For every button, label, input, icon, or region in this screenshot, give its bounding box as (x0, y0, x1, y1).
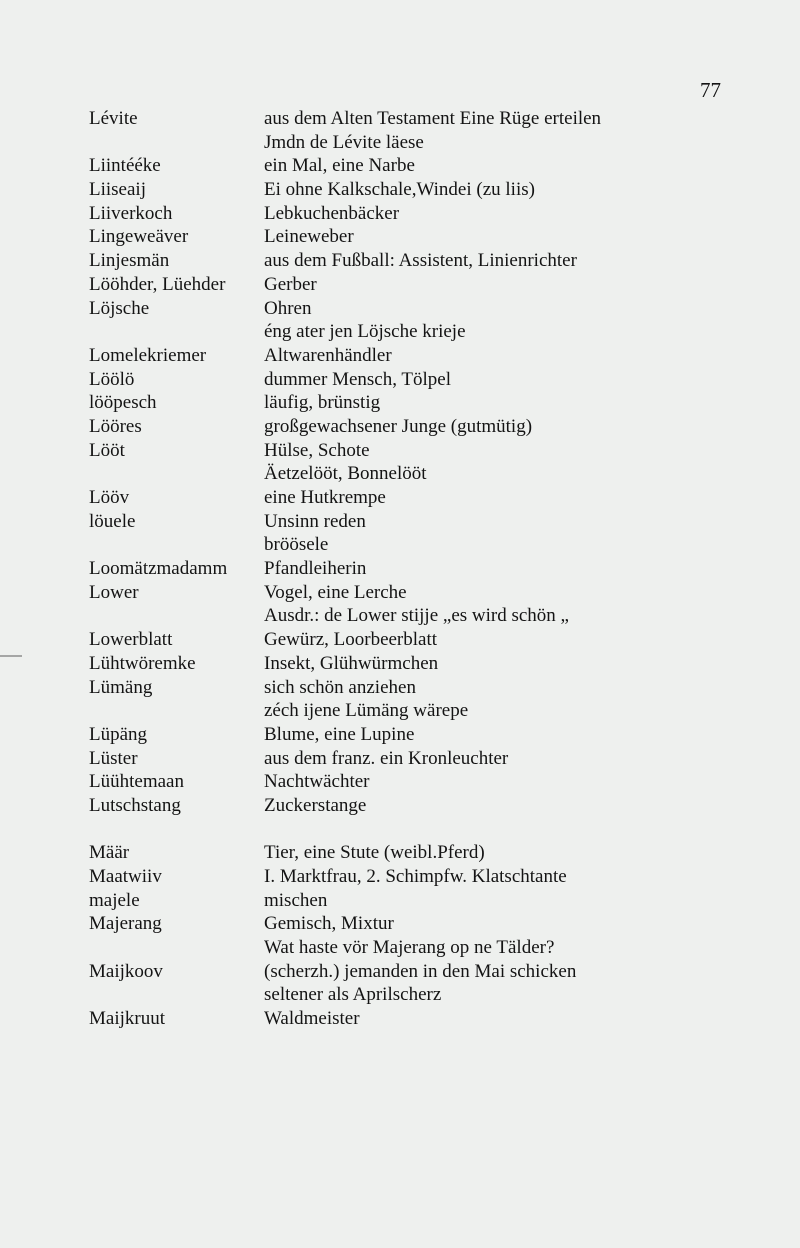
glossary-entry (89, 391, 779, 415)
entry-term: majele (89, 889, 140, 911)
entry-term: Liiseaij (89, 179, 146, 201)
entry-term: Määr (89, 842, 130, 864)
entry-definition: Leineweber (264, 226, 354, 248)
entry-definition: I. Marktfrau, 2. Schimpfw. Klatschtante (264, 866, 567, 888)
glossary-entry (89, 604, 779, 628)
entry-term: Lüpäng (89, 723, 148, 745)
entry-definition: ein Mal, eine Narbe (264, 155, 415, 177)
glossary-entry (89, 510, 779, 534)
glossary-entry (89, 818, 779, 865)
margin-mark (0, 655, 22, 657)
glossary-entry (89, 699, 779, 723)
entry-definition: mischen (264, 889, 328, 911)
entry-definition: seltener als Aprilscherz (264, 984, 442, 1006)
entry-term: Lingeweäver (89, 226, 189, 248)
entry-definition: läufig, brünstig (264, 392, 381, 414)
glossary-entry (89, 770, 779, 794)
entry-definition: sich schön anziehen (264, 676, 416, 698)
glossary-entry (89, 557, 779, 581)
entry-definition: Ausdr.: de Lower stijje „es wird schön „ (264, 605, 569, 627)
glossary-entry (89, 723, 779, 747)
entry-term: Löjsche (89, 297, 150, 319)
entry-definition: (scherzh.) jemanden in den Mai schicken (264, 960, 577, 982)
glossary-entry (89, 249, 779, 273)
glossary-entry (89, 889, 779, 913)
entry-term: Lüühtemaan (89, 771, 184, 793)
entry-term: Lööt (89, 439, 125, 461)
entry-definition: aus dem Alten Testament Eine Rüge erteilen (264, 108, 602, 129)
entry-definition: Vogel, eine Lerche (264, 581, 407, 603)
entry-definition: bröösele (264, 534, 329, 556)
glossary-entry (89, 415, 779, 439)
glossary-entry (89, 747, 779, 771)
glossary-entry (89, 439, 779, 463)
glossary-entry (89, 154, 779, 178)
glossary-entry (89, 865, 779, 889)
entry-term: Lévite (89, 108, 138, 129)
glossary-entry (89, 202, 779, 226)
entry-term: Lühtwöremke (89, 652, 196, 674)
glossary-entry (89, 368, 779, 392)
entry-definition: Waldmeister (264, 1008, 360, 1030)
glossary-entry (89, 344, 779, 368)
entry-definition: Tier, eine Stute (weibl.Pferd) (264, 842, 485, 864)
entry-definition: Insekt, Glühwürmchen (264, 652, 439, 674)
entry-definition: Blume, eine Lupine (264, 723, 415, 745)
glossary-entry (89, 225, 779, 249)
entry-term: Lööv (89, 487, 130, 508)
entry-term: Löölö (89, 368, 135, 390)
glossary-entry (89, 936, 779, 960)
entry-definition: éng ater jen Löjsche krieje (264, 321, 466, 343)
entry-definition: dummer Mensch, Tölpel (264, 368, 451, 390)
entry-definition: Lebkuchenbäcker (264, 202, 400, 224)
glossary-entry (89, 273, 779, 297)
entry-definition: Jmdn de Lévite läese (264, 131, 424, 153)
glossary-entry (89, 178, 779, 202)
entry-definition: großgewachsener Junge (gutmütig) (264, 415, 533, 437)
glossary-entry (89, 131, 779, 155)
glossary-entry (89, 794, 779, 818)
entry-term: Lutschstang (89, 794, 181, 816)
glossary-entry (89, 912, 779, 936)
glossary-entry (89, 652, 779, 676)
entry-term: Lower (89, 581, 139, 603)
entry-definition: Pfandleiherin (264, 558, 367, 580)
entry-definition: Ohren (264, 297, 312, 319)
entry-definition: zéch ijene Lümäng wärepe (264, 700, 469, 722)
glossary-entry (89, 628, 779, 652)
glossary-entry (89, 533, 779, 557)
entry-term: Liiverkoch (89, 202, 173, 224)
entry-term: löuele (89, 510, 136, 532)
entry-definition: Gewürz, Loorbeerblatt (264, 629, 438, 651)
entry-term: Lowerblatt (89, 629, 173, 651)
entry-term: Linjesmän (89, 250, 170, 272)
entry-term: Lümäng (89, 676, 153, 698)
glossary-entry (89, 462, 779, 486)
glossary-entry (89, 107, 779, 131)
glossary-entry (89, 320, 779, 344)
entry-definition: Ei ohne Kalkschale,Windei (zu liis) (264, 179, 535, 201)
entry-term: Maijkruut (89, 1008, 165, 1030)
entry-definition: Altwarenhändler (264, 344, 392, 366)
entry-term: Maatwiiv (89, 866, 162, 888)
entry-term: Lomelekriemer (89, 344, 207, 366)
entry-definition: aus dem franz. ein Kronleuchter (264, 747, 509, 769)
entry-term: Lööres (89, 415, 142, 437)
glossary-entry (89, 983, 779, 1007)
entry-term: Lööhder, Lüehder (89, 273, 226, 295)
glossary-entry (89, 676, 779, 700)
entry-definition: Nachtwächter (264, 771, 370, 793)
entry-definition: eine Hutkrempe (264, 487, 386, 508)
page-number: 77 (700, 78, 721, 102)
entry-term: Loomätzmadamm (89, 558, 228, 580)
glossary-entry (89, 297, 779, 321)
entry-term: Maijkoov (89, 960, 163, 982)
glossary-entry (89, 486, 779, 510)
entry-definition: Hülse, Schote (264, 439, 370, 461)
entry-definition: aus dem Fußball: Assistent, Linienrichter (264, 250, 577, 272)
entry-definition: Äetzelööt, Bonnelööt (264, 463, 427, 485)
entry-term: Majerang (89, 913, 162, 935)
entry-term: Liintééke (89, 155, 161, 177)
entry-term: lööpesch (89, 392, 157, 414)
glossary-list (89, 107, 779, 1031)
entry-definition: Gerber (264, 273, 317, 295)
glossary-entry (89, 960, 779, 984)
entry-definition: Wat haste vör Majerang op ne Tälder? (264, 937, 555, 959)
glossary-entry (89, 581, 779, 605)
entry-term: Lüster (89, 747, 138, 769)
entry-definition: Gemisch, Mixtur (264, 913, 394, 935)
entry-definition: Zuckerstange (264, 794, 367, 816)
entry-definition: Unsinn reden (264, 510, 366, 532)
glossary-entry (89, 1007, 779, 1031)
